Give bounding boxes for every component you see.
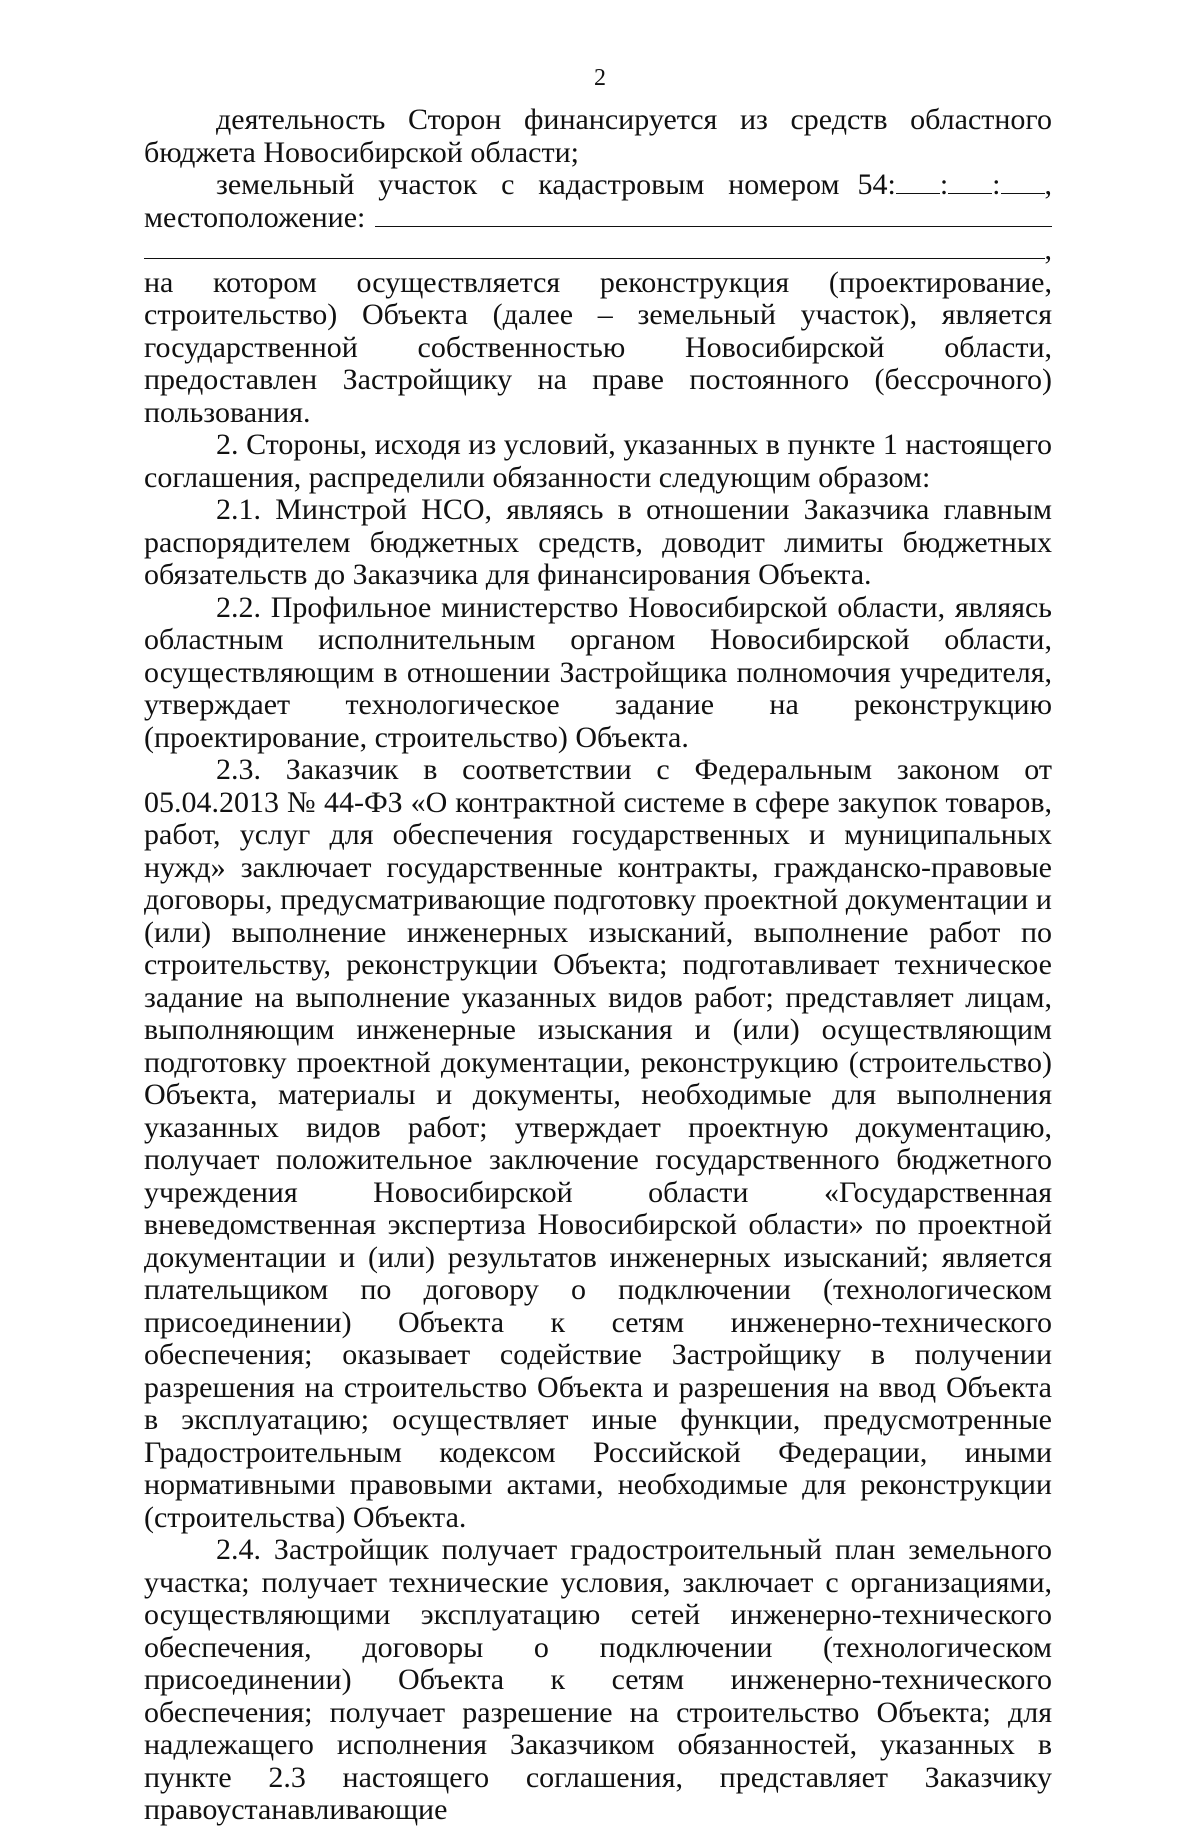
paragraph-2-4: 2.4. Застройщик получает градостроительный план земельного участка; получает технические условия, заключает с организациями, осуществляющими эксплуатацию сетей инженерно-технического обеспечения, договоры о подключении (технологическом присоединении) Объекта к сетям инженерно-технического обеспечения; получает разрешение на строительство Объекта; для надлежащего исполнения Заказчиком обязанностей, указанных в пункте 2.3 настоящего соглашения, представляет Заказчику правоустанавливающие [144, 1533, 1052, 1826]
cadastral-line [144, 169, 1052, 202]
paragraph-2-1: 2.1. Минстрой НСО, являясь в отношении Заказчика главным распорядителем бюджетных средств, доводит лимиты бюджетных обязательств до Заказчика для финансирования Объекта. [144, 493, 1052, 591]
cadastral-blank-2 [948, 169, 992, 194]
page-number: 2 [594, 65, 606, 91]
location-blank-2 [144, 234, 1045, 259]
cadastral-sep-1: : [939, 168, 949, 201]
cadastral-word-4: кадастровым [538, 168, 705, 201]
cadastral-blank-3 [1001, 169, 1045, 194]
paragraph-2-2: 2.2. Профильное министерство Новосибирской области, являясь областным исполнительным органом Новосибирской области, осуществляющим в отношении Застройщика полномочия учредителя, утверждает технологическое задание на реконструкцию (проектирование, строительство) Объекта. [144, 590, 1052, 754]
location-comma: , [1044, 233, 1052, 266]
cadastral-end: , [1044, 168, 1052, 201]
document-body [144, 104, 1052, 1827]
location-line [144, 202, 1052, 235]
location-line-2 [144, 234, 1052, 267]
cadastral-blank-1 [896, 169, 940, 194]
paragraph-2-3: 2.3. Заказчик в соответствии с Федеральным законом от 05.04.2013 № 44-ФЗ «О контрактной системе в сфере закупок товаров, работ, услуг для обеспечения государственных и муниципальных нужд» заключает государственные контракты, гражданско-правовые договоры, предусматривающие подготовку проектной документации и (или) выполнение инженерных изысканий, выполнение работ по строительству, реконструкции Объекта; подготавливает техническое задание на выполнение указанных видов работ; представляет лицам, выполняющим инженерные изыскания и (или) осуществляющим подготовку проектной документации, реконструкцию (строительство) Объекта, материалы и документы, необходимые для выполнения указанных видов работ; утверждает проектную документацию, получает положительное заключение государственного бюджетного учреждения Новосибирской области «Государственная вневедомственная экспертиза Новосибирской области» по проектной документации и (или) результатов инженерных изысканий; является плательщиком по договору о подключении (технологическом присоединении) Объекта к сетям инженерно-технического обеспечения; оказывает содействие Застройщику в получении разрешения на строительство Объекта и разрешения на ввод Объекта в эксплуатацию; осуществляет иные функции, предусмотренные Градостроительным кодексом Российской Федерации, иными нормативными правовыми актами, необходимые для реконструкции (строительства) Объекта. [144, 753, 1052, 1534]
location-label: местоположение: [144, 200, 366, 234]
cadastral-number-field [857, 169, 1052, 202]
cadastral-word-1: земельный [216, 168, 355, 201]
cadastral-word-3: с [501, 168, 515, 201]
paragraph-financing: деятельность Сторон финансируется из средств областного бюджета Новосибирской области; [144, 103, 1052, 169]
paragraph-land-plot: на котором осуществляется реконструкция (проектирование, строительство) Объекта (далее – земельный участок), является государственной собственностью Новосибирской области, предоставлен Застройщику на праве постоянного (бессрочного) пользования. [144, 265, 1052, 429]
cadastral-sep-2: : [992, 168, 1001, 201]
location-blank-1 [375, 202, 1052, 227]
cadastral-prefix: 54: [857, 168, 896, 201]
paragraph-2: 2. Стороны, исходя из условий, указанных в пункте 1 настоящего соглашения, распределили обязанности следующим образом: [144, 428, 1052, 494]
cadastral-word-2: участок [378, 168, 478, 201]
cadastral-word-5: номером [728, 168, 840, 201]
